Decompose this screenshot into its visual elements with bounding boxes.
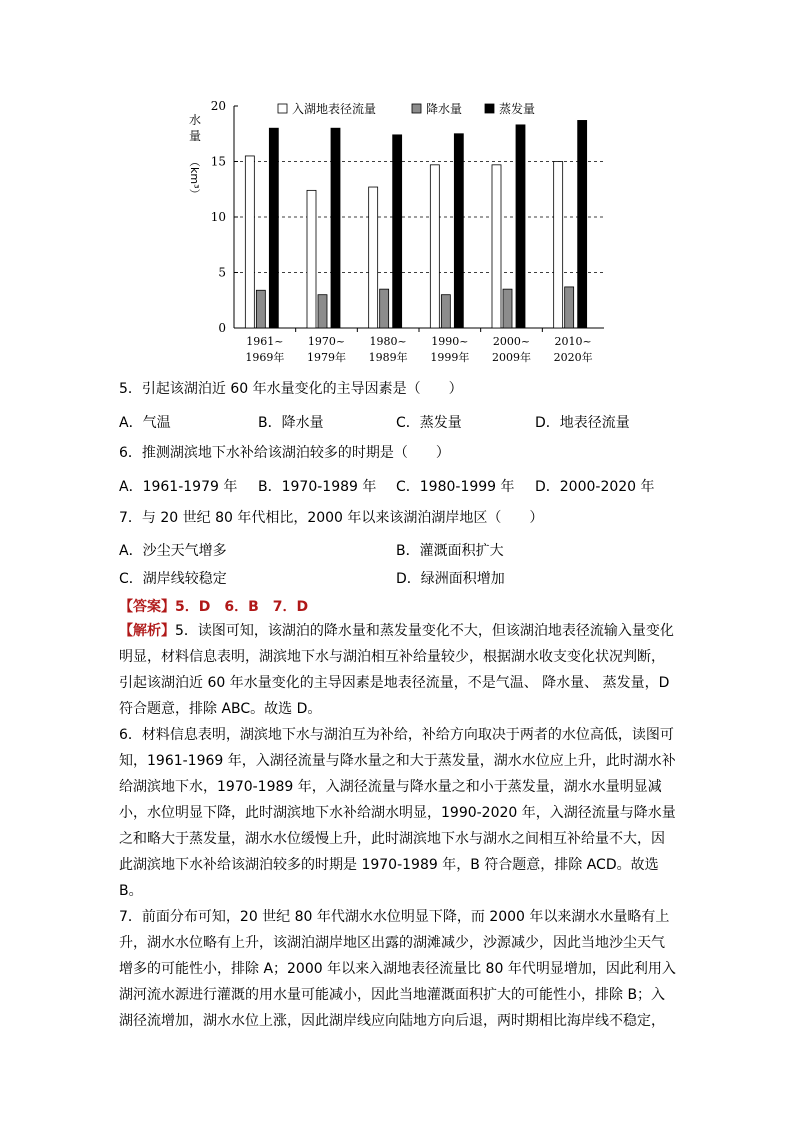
bar — [516, 125, 525, 328]
bar — [578, 120, 587, 328]
question-5-stem: 5．引起该湖泊近 60 年水量变化的主导因素是（ ） — [119, 381, 463, 397]
question-6-option-c: C．1980-1999 年 — [396, 479, 515, 495]
bar — [492, 165, 501, 328]
explanation-line: 升，湖水水位略有上升，该湖泊湖岸地区出露的湖滩减少，沙源减少，因此当地沙尘天气 — [119, 935, 665, 951]
y-axis-label: 水 — [188, 113, 202, 127]
x-tick-label: 1969年 — [245, 351, 285, 364]
explanation-line: 知，1961-1969 年，入湖径流量与降水量之和大于蒸发量，湖水水位应上升，此时湖水补 — [119, 753, 676, 769]
bar — [331, 128, 340, 328]
legend-label: 蒸发量 — [499, 102, 536, 116]
bar — [430, 165, 439, 328]
explanation-line: 明显，材料信息表明，湖滨地下水与湖泊相互补给量较少，根据湖水收支变化状况判断， — [119, 649, 665, 665]
bar — [307, 190, 316, 328]
answer-label: 【答案】 — [119, 599, 175, 615]
bar — [269, 128, 278, 328]
answer-text: 5．D 6．B 7．D — [175, 599, 309, 615]
x-tick-label: 1999年 — [430, 351, 470, 364]
question-5-option-a: A．气温 — [119, 415, 171, 431]
explanation-line: 符合题意，排除 ABC。故选 D。 — [119, 701, 322, 717]
x-tick-label: 1961~ — [246, 335, 284, 348]
y-tick-label: 5 — [218, 265, 226, 280]
x-tick-label: 1990~ — [431, 335, 469, 348]
bar — [454, 134, 463, 328]
question-5-option-c: C．蒸发量 — [396, 415, 462, 431]
y-tick-label: 15 — [210, 154, 226, 169]
x-tick-label: 2009年 — [492, 351, 531, 364]
x-tick-label: 1989年 — [368, 351, 408, 364]
bar — [393, 135, 402, 328]
explanation-line — [119, 618, 679, 644]
bar — [245, 156, 254, 328]
bar — [318, 295, 327, 328]
explanation-line: 给湖滨地下水，1970-1989 年，入湖径流量与降水量之和小于蒸发量，湖水水量明显减 — [119, 779, 662, 795]
explanation-line-text: 5．读图可知，该湖泊的降水量和蒸发量变化不大，但该湖泊地表径流输入量变化 — [175, 623, 674, 639]
answer-line — [119, 596, 308, 616]
bar — [554, 162, 563, 329]
explanation-line: 小，水位明显下降，此时湖滨地下水补给湖水明显，1990-2020 年，入湖径流量与降水量 — [119, 805, 676, 821]
question-6-stem: 6．推测湖滨地下水补给该湖泊较多的时期是（ ） — [119, 445, 450, 461]
question-5-option-b: B．降水量 — [258, 415, 324, 431]
y-axis-label: 量 — [188, 129, 202, 143]
legend-label: 入湖地表径流量 — [292, 102, 377, 116]
legend-swatch — [278, 104, 287, 113]
bar — [256, 290, 265, 328]
explanation-line: 增多的可能性小，排除 A；2000 年以来入湖地表径流量比 80 年代明显增加，因此利用入 — [119, 961, 676, 977]
question-7-option-a: A．沙尘天气增多 — [119, 543, 227, 559]
water-volume-bar-chart — [180, 96, 620, 366]
x-tick-label: 1980~ — [369, 335, 407, 348]
question-7-option-c: C．湖岸线较稳定 — [119, 571, 227, 587]
x-tick-label: 2020年 — [553, 351, 593, 364]
explanation-line: 之和略大于蒸发量，湖水水位缓慢上升，此时湖滨地下水与湖水之间相互补给量不大，因 — [119, 831, 665, 847]
bar — [503, 289, 512, 328]
question-6-option-a: A．1961-1979 年 — [119, 479, 238, 495]
explanation-line: 湖径流增加，湖水水位上涨，因此湖岸线应向陆地方向后退，两时期相比海岸线不稳定， — [119, 1013, 665, 1029]
bar — [565, 287, 574, 328]
legend-swatch — [485, 104, 494, 113]
explanation-line: 引起该湖泊近 60 年水量变化的主导因素是地表径流量，不是气温、 降水量、 蒸发量，D — [119, 675, 670, 691]
legend-label: 降水量 — [426, 102, 463, 116]
bar — [441, 295, 450, 328]
question-5-option-d: D．地表径流量 — [535, 415, 630, 431]
explanation-line: 7．前面分布可知，20 世纪 80 年代湖水水位明显下降，而 2000 年以来湖水水量略有上 — [119, 909, 670, 925]
x-tick-label: 2000~ — [492, 335, 531, 348]
question-7-option-d: D．绿洲面积增加 — [396, 571, 505, 587]
y-tick-label: 10 — [210, 210, 226, 224]
y-tick-label: 0 — [218, 321, 226, 335]
explanation-label: 【解析】 — [119, 623, 175, 639]
question-7-option-b: B．灌溉面积扩大 — [396, 543, 504, 559]
bar — [369, 187, 378, 328]
x-tick-label: 2010~ — [554, 335, 592, 348]
explanation-line: 湖河流水源进行灌溉的用水量可能减小，因此当地灌溉面积扩大的可能性小，排除 B；入 — [119, 987, 666, 1003]
y-tick-label: 20 — [210, 99, 226, 113]
legend-swatch — [412, 104, 421, 113]
x-tick-label: 1979年 — [307, 351, 346, 364]
y-axis-unit: （km³） — [188, 156, 201, 200]
bar — [380, 289, 389, 328]
x-tick-label: 1970~ — [307, 335, 346, 348]
question-7-stem: 7．与 20 世纪 80 年代相比，2000 年以来该湖泊湖岸地区（ ） — [119, 510, 544, 526]
explanation-block — [119, 618, 679, 1034]
explanation-line: 此湖滨地下水补给该湖泊较多的时期是 1970-1989 年，B 符合题意，排除 ACD。故选 B。 — [119, 857, 659, 899]
explanation-line: 6．材料信息表明，湖滨地下水与湖泊互为补给，补给方向取决于两者的水位高低，读图可 — [119, 727, 674, 743]
question-6-option-d: D．2000-2020 年 — [535, 479, 655, 495]
question-6-option-b: B．1970-1989 年 — [258, 479, 377, 495]
